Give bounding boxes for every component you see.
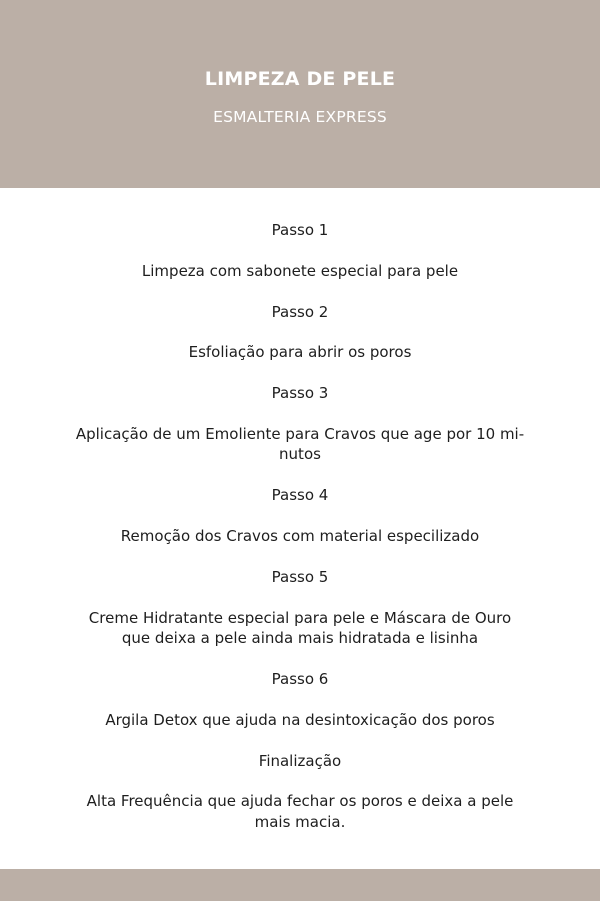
step-label: Passo 5 [271,567,329,586]
step-label: Finalização [258,751,342,770]
steps-list [50,220,550,853]
step-description: Remoção dos Cravos com material especilizado [120,527,480,546]
step-description: Argila Detox que ajuda na desintoxicação dos poros [105,710,495,729]
step-label: Passo 3 [271,384,329,403]
step-description: Alta Frequência que ajuda fechar os poros e deixa a pele mais macia. [86,792,514,831]
step-description: Creme Hidratante especial para pele e Máscara de Ouro que deixa a pele ainda mais hidratada e lisinha [88,608,512,648]
step-label: Passo 4 [271,486,329,505]
step-label: Passo 2 [271,302,329,321]
page-title: LIMPEZA DE PELE [204,68,396,90]
step-label: Passo 6 [271,669,329,688]
step-description: Limpeza com sabonete especial para pele [141,261,459,280]
header-band [0,0,600,188]
step-description: Aplicação de um Emoliente para Cravos que age por 10 mi- nutos [75,424,525,464]
step-description: Esfoliação para abrir os poros [188,343,412,362]
footer-band [0,869,600,901]
step-label: Passo 1 [271,221,329,239]
page-subtitle: ESMALTERIA EXPRESS [213,108,387,126]
